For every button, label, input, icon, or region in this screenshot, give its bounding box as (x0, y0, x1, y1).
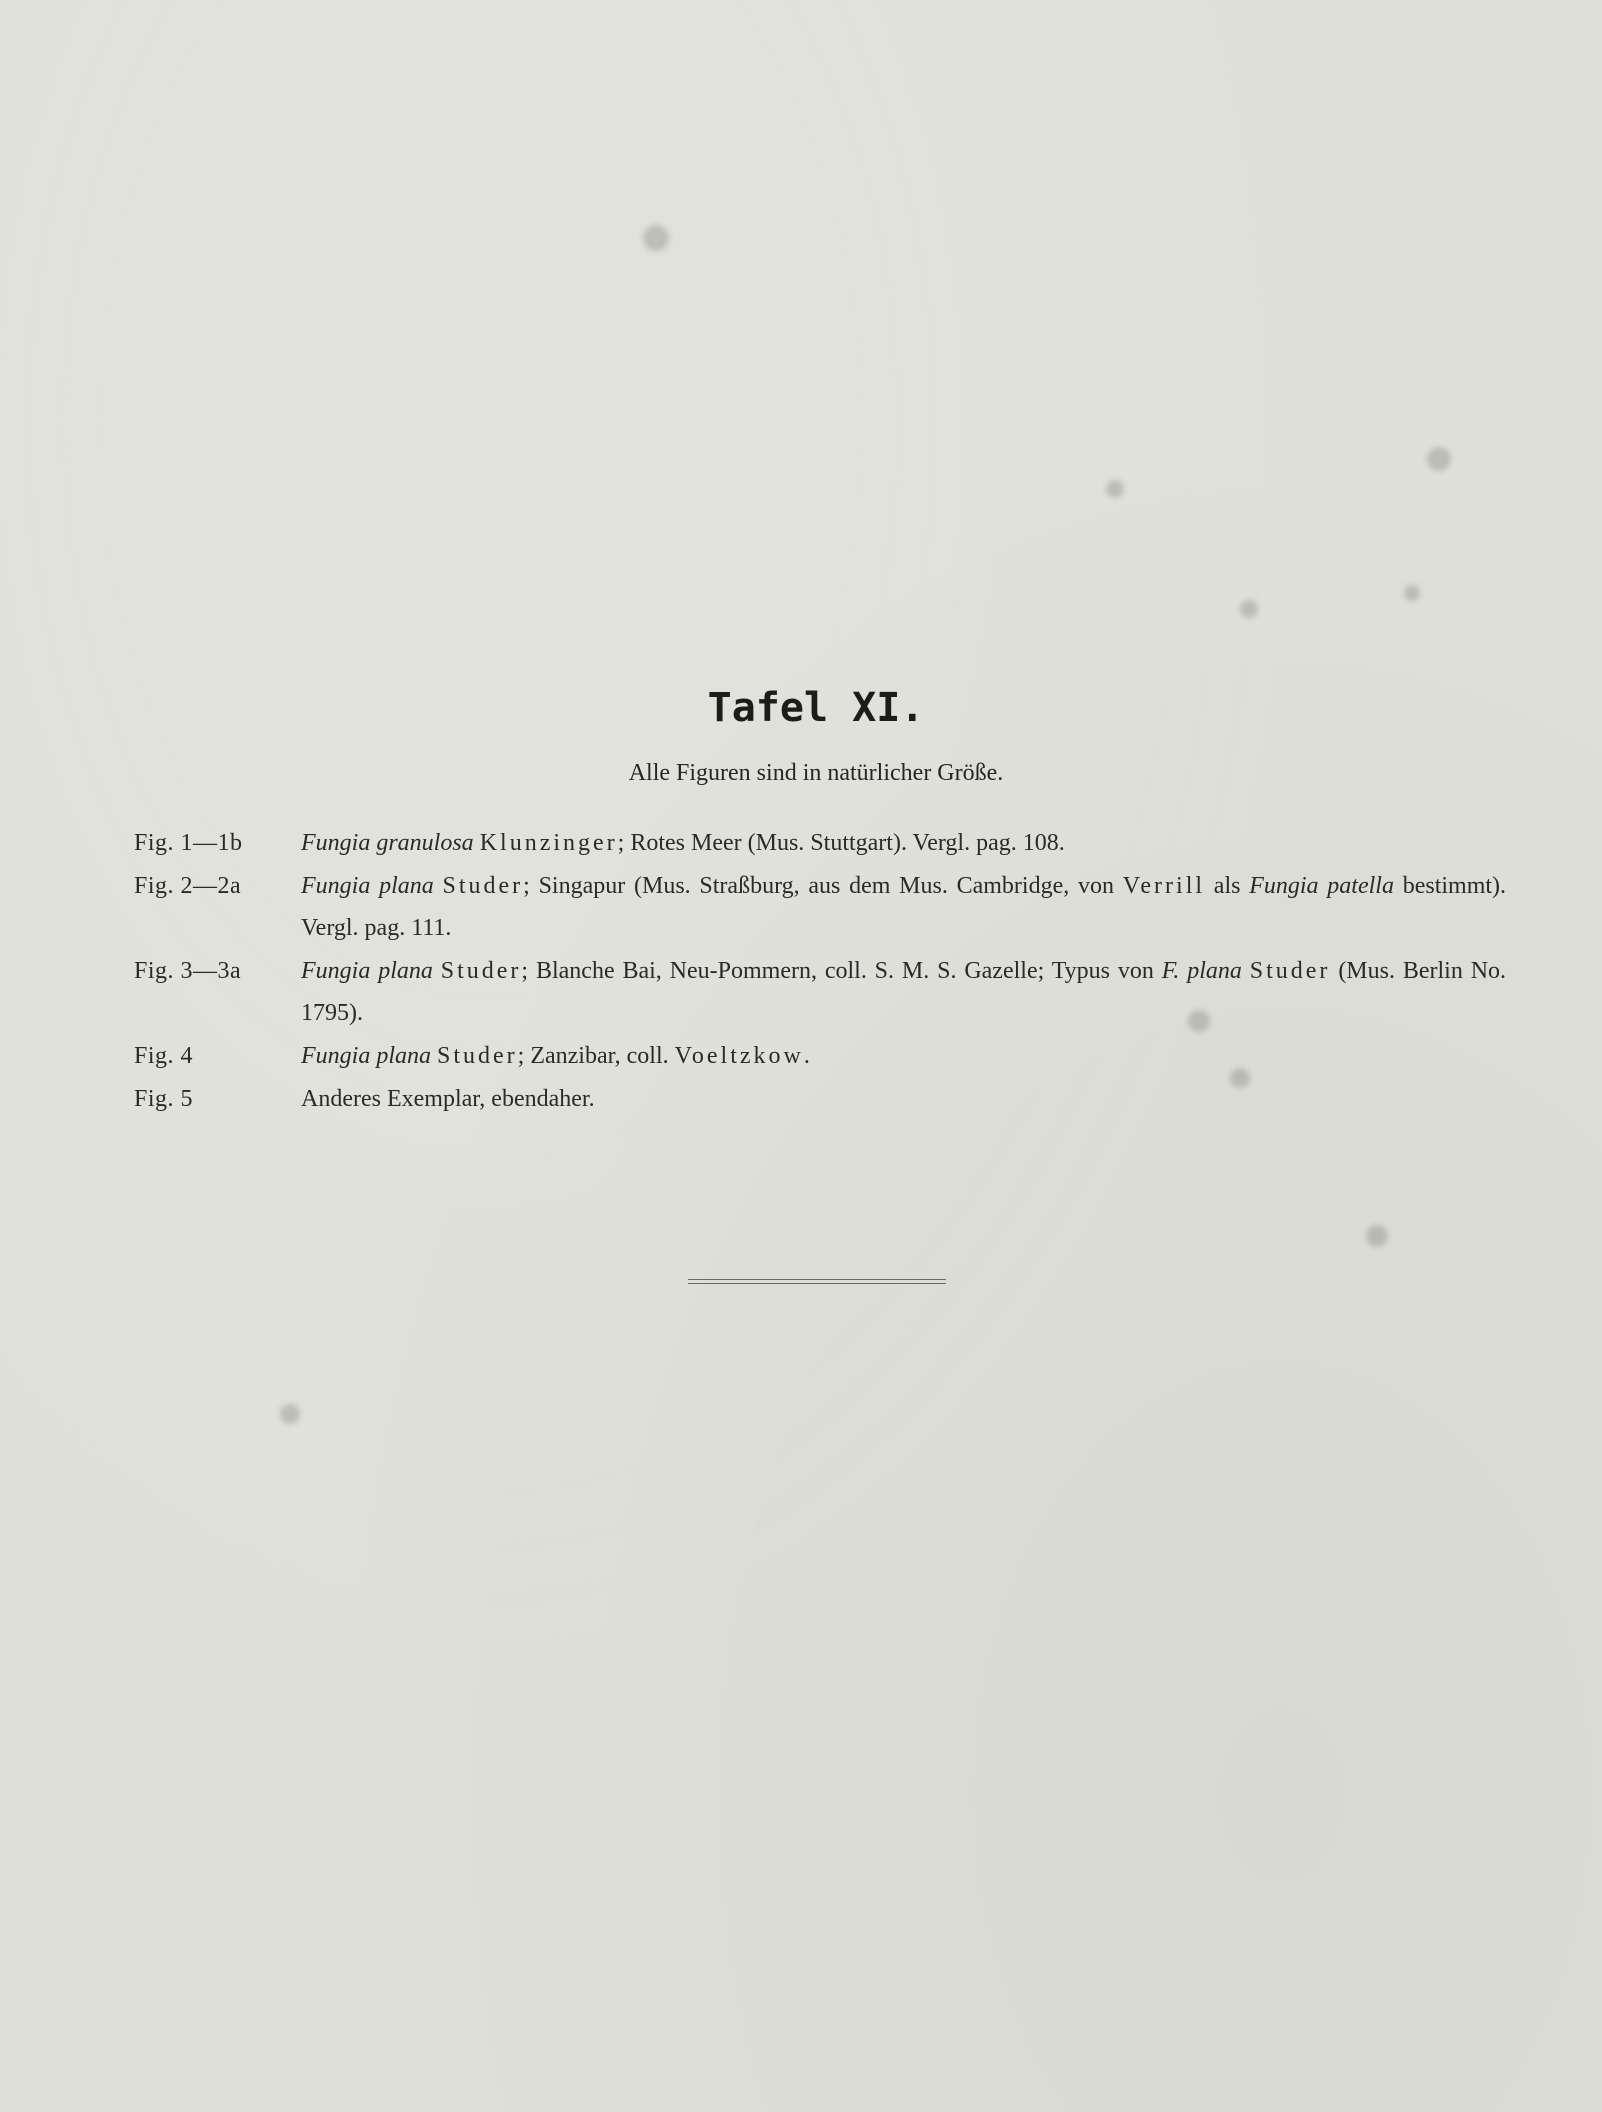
species-name: Fungia plana (301, 958, 433, 984)
species-name: Fungia plana (301, 873, 434, 899)
figure-details: ; Blanche Bai, Neu-Pommern, coll. S. M. S. Gazelle; Typus von (521, 958, 1154, 984)
paper-speck (280, 1404, 300, 1424)
figure-details: ; Singapur (Mus. Straßburg, aus dem Mus. Cambridge, von (523, 873, 1114, 899)
figure-entry-2 (134, 865, 1506, 949)
figure-description (301, 950, 1506, 1034)
figure-details: ; Zanzibar, coll. (517, 1043, 669, 1069)
author-name: Studer (440, 958, 522, 984)
figure-description (301, 1035, 1506, 1077)
figure-entry-4 (134, 1035, 1506, 1077)
figure-label: Fig. 4 (134, 1043, 194, 1069)
paper-speck (1240, 600, 1258, 618)
paper-speck (643, 225, 669, 251)
figure-label: Fig. 1—1b (134, 830, 243, 856)
species-name: F. plana (1161, 958, 1242, 984)
page-title: Tafel XI. (707, 685, 925, 731)
paper-speck (1366, 1225, 1388, 1247)
page-subtitle: Alle Figuren sind in natürlicher Größe. (628, 760, 1004, 786)
author-name: Studer (442, 873, 524, 899)
figure-details: . (803, 1043, 810, 1069)
paper-speck (1427, 447, 1451, 471)
section-divider (688, 1279, 946, 1284)
species-name: Fungia plana (301, 1043, 431, 1069)
figure-label: Fig. 3—3a (134, 958, 242, 984)
figure-details: (Mus. Berlin No. 1795). (301, 958, 1507, 1026)
figure-label: Fig. 2—2a (134, 873, 242, 899)
figure-details: ; Rotes Meer (Mus. Stuttgart). Vergl. pag. 108. (617, 830, 1065, 856)
paper-speck (1404, 585, 1420, 601)
figure-details: bestimmt). Vergl. pag. 111. (301, 873, 1507, 941)
figure-entry-1 (134, 822, 1506, 864)
figure-entry-3 (134, 950, 1506, 1034)
author-name: Verrill (1122, 873, 1206, 899)
author-name: Studer (1249, 958, 1331, 984)
author-name: Studer (437, 1043, 518, 1069)
figure-details: als (1213, 873, 1241, 899)
species-name: Fungia granulosa (301, 830, 474, 856)
figure-description (301, 865, 1506, 949)
figure-legend-list (134, 822, 1506, 1121)
figure-label: Fig. 5 (134, 1086, 194, 1112)
author-name: Voeltzkow (674, 1043, 804, 1069)
figure-entry-5 (134, 1078, 1506, 1120)
figure-description (301, 822, 1506, 864)
paper-speck (1106, 480, 1124, 498)
species-name: Fungia patella (1249, 873, 1394, 899)
author-name: Klunzinger (479, 830, 618, 856)
figure-description: Anderes Exemplar, ebendaher. (301, 1086, 595, 1112)
